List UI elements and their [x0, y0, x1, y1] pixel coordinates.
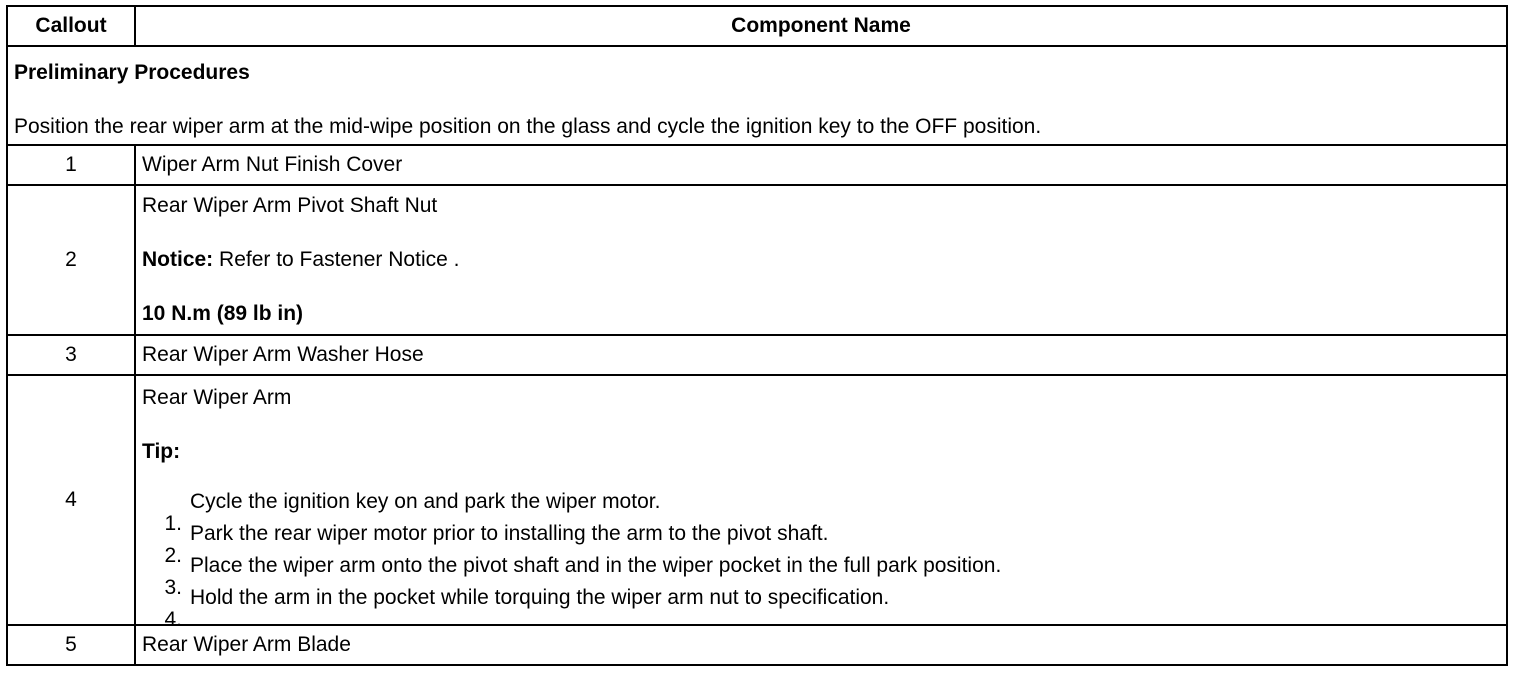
notice: [142, 248, 1500, 272]
table-row: [7, 185, 1507, 335]
component-detail-cell: [135, 185, 1507, 335]
component-name: Rear Wiper Arm Blade: [135, 625, 1507, 665]
callout-number: 1: [7, 145, 135, 185]
callout-number: 3: [7, 335, 135, 375]
step-text: Park the rear wiper motor prior to installing the arm to the pivot shaft.: [190, 522, 829, 545]
step-number: 3.: [164, 576, 182, 599]
callout-number: 5: [7, 625, 135, 665]
step-number: 4.: [164, 608, 182, 631]
torque-spec: 10 N.m (89 lb in): [142, 302, 304, 325]
component-detail-cell: [135, 375, 1507, 631]
callout-number: 2: [7, 185, 135, 335]
column-header-component-name: Component Name: [135, 6, 1507, 46]
table-row: [7, 145, 1507, 185]
header-row: [7, 6, 1507, 46]
table-row: [7, 375, 1507, 625]
component-name: Rear Wiper Arm Pivot Shaft Nut: [142, 194, 438, 217]
table-row: [7, 335, 1507, 375]
list-item: [164, 582, 1500, 631]
step-number: 2.: [164, 544, 182, 567]
tip-steps-list: [142, 486, 1500, 631]
column-header-callout: Callout: [7, 6, 135, 46]
step-number: 1.: [164, 512, 182, 535]
tip-label: Tip:: [142, 440, 181, 463]
notice-label: Notice:: [142, 248, 214, 271]
component-name: Rear Wiper Arm Washer Hose: [135, 335, 1507, 375]
callout-number: 4: [7, 375, 135, 625]
preliminary-procedures-heading: Preliminary Procedures: [14, 61, 250, 84]
step-text: Cycle the ignition key on and park the wiper motor.: [190, 490, 661, 513]
component-name: Wiper Arm Nut Finish Cover: [135, 145, 1507, 185]
table-row: [7, 625, 1507, 665]
preliminary-procedures-cell: [7, 46, 1507, 145]
notice-text: Refer to Fastener Notice .: [213, 248, 460, 271]
procedure-table: [6, 5, 1508, 666]
preliminary-procedures-text: Position the rear wiper arm at the mid-wipe position on the glass and cycle the ignition key to the OFF position.: [14, 115, 1042, 138]
component-name: Rear Wiper Arm: [142, 386, 292, 409]
step-text: Hold the arm in the pocket while torquing the wiper arm nut to specification.: [190, 586, 890, 609]
step-text: Place the wiper arm onto the pivot shaft and in the wiper pocket in the full park position.: [190, 554, 1002, 577]
preliminary-procedures-row: [7, 46, 1507, 145]
